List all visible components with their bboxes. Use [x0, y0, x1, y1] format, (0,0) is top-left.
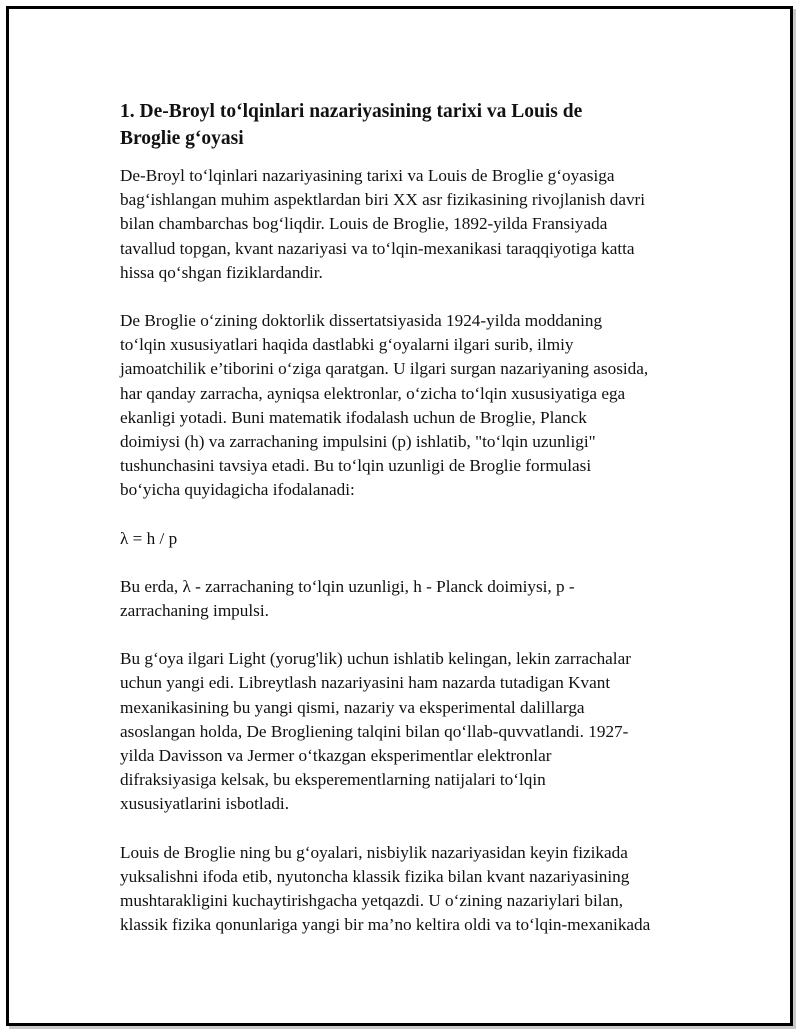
text-line: yilda Davisson va Jermer o‘tkazgan eksperimentlar elektronlar: [120, 746, 552, 766]
text-line: asoslangan holda, De Brogliening talqini bilan qo‘llab-quvvatlandi. 1927-: [120, 721, 629, 741]
section-heading: [120, 98, 710, 152]
text-line: har qanday zarracha, ayniqsa elektronlar, o‘zicha to‘lqin xususiyatiga ega: [120, 383, 626, 403]
text-line: mexanikasining bu yangi qismi, nazariy va eksperimental dalillarga: [120, 697, 585, 717]
formula: [120, 527, 710, 551]
paragraph-legacy: [120, 841, 710, 938]
text-line: De Broglie o‘zining doktorlik dissertatsiyasida 1924-yilda moddaning: [120, 311, 603, 331]
text-line: difraksiyasiga kelsak, bu eksperementlarning natijalari to‘lqin: [120, 770, 546, 790]
text-line: tushunchasini tavsiya etadi. Bu to‘lqin uzunligi de Broglie formulasi: [120, 456, 592, 476]
paragraph-experiments: [120, 647, 710, 816]
text-line: tavallud topgan, kvant nazariyasi va to‘lqin-mexanikasi taraqqiyotiga katta: [120, 238, 635, 258]
text-line: bilan chambarchas bog‘liqdir. Louis de Broglie, 1892-yilda Fransiyada: [120, 214, 608, 234]
paragraph-intro: [120, 164, 710, 285]
text-line: jamoatchilik e’tiborini o‘ziga qaratgan. U ilgari surgan nazariyaning asosida,: [120, 359, 649, 379]
text-line: De-Broyl to‘lqinlari nazariyasining tarixi va Louis de Broglie g‘oyasiga: [120, 166, 615, 185]
text-line: to‘lqin xususiyatlari haqida dastlabki g‘oyalarni ilgari surib, ilmiy: [120, 335, 574, 355]
text-line: bag‘ishlangan muhim aspektlardan biri XX asr fizikasining rivojlanish davri: [120, 190, 646, 210]
text-line: Louis de Broglie ning bu g‘oyalari, nisbiylik nazariyasidan keyin fizikada: [120, 842, 628, 862]
formula-line: λ = h / p: [120, 528, 178, 548]
document-content: [120, 98, 710, 961]
text-line: uchun yangi edi. Libreytlash nazariyasini ham nazarda tutadigan Kvant: [120, 673, 611, 693]
heading-line: Broglie g‘oyasi: [120, 128, 244, 149]
text-line: doimiysi (h) va zarrachaning impulsini (p) ishlatib, "to‘lqin uzunligi": [120, 432, 596, 452]
text-line: Bu erda, λ - zarrachaning to‘lqin uzunligi, h - Planck doimiysi, p -: [120, 576, 575, 596]
paragraph-formula-explanation: [120, 575, 710, 623]
text-line: zarrachaning impulsi.: [120, 601, 269, 621]
text-line: xususiyatlarini isbotladi.: [120, 794, 289, 814]
text-line: Bu g‘oya ilgari Light (yorug'lik) uchun ishlatib kelingan, lekin zarrachalar: [120, 649, 631, 669]
text-line: yuksalishni ifoda etib, nyutoncha klassik fizika bilan kvant nazariyasining: [120, 866, 630, 886]
text-line: bo‘yicha quyidagicha ifodalanadi:: [120, 480, 355, 500]
text-line: hissa qo‘shgan fiziklardandir.: [120, 262, 323, 282]
text-line: mushtarakligini kuchaytirishgacha yetqazdi. U o‘zining nazariylari bilan,: [120, 891, 624, 911]
document-page: [6, 6, 793, 1026]
text-line: klassik fizika qonunlariga yangi bir ma’no keltira oldi va to‘lqin-mexanikada: [120, 915, 651, 935]
text-line: ekanligi yotadi. Buni matematik ifodalash uchun de Broglie, Planck: [120, 407, 587, 427]
heading-line: 1. De-Broyl to‘lqinlari nazariyasining tarixi va Louis de: [120, 101, 583, 122]
paragraph-dissertation: [120, 309, 710, 503]
